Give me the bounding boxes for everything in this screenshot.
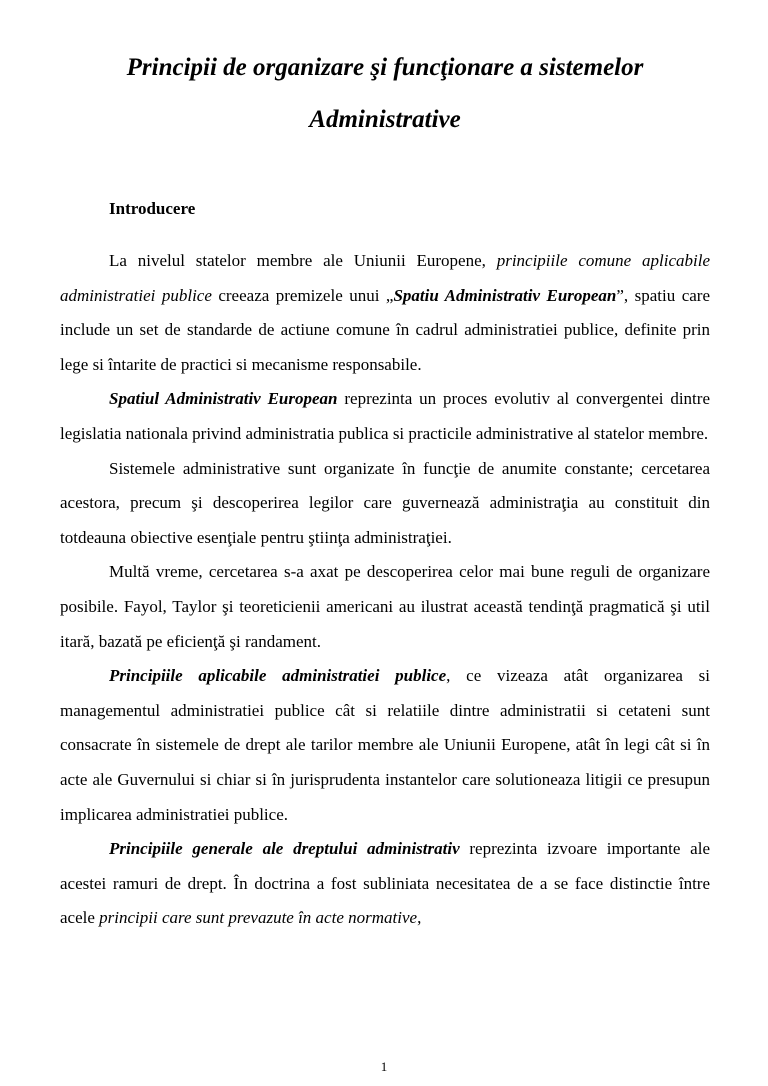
- p1-text-2: creeaza premizele unui „: [211, 285, 394, 305]
- paragraph-4: Multă vreme, cercetarea s-a axat pe descoperirea celor mai bune reguli de organizare posibile. Fayol, Taylor şi teoreticienii americani au ilustrat această tendinţă pragmatică şi util itară, bazată pe eficienţă şi randament.: [60, 562, 710, 651]
- p1-bold-1: Spatiu Administrativ European: [393, 285, 617, 305]
- section-heading: Introducere: [109, 199, 196, 218]
- p1-italic-1: principiile comune aplicabile administratiei publice: [60, 251, 710, 305]
- p1-text-3: ”, spatiu care include un set de standarde de actiune comune în cadrul administratiei publice, definite prin lege si întarite de practici si mecanisme responsabile.: [60, 285, 711, 374]
- p6-italic-1: principii care sunt prevazute în acte normative: [99, 908, 418, 928]
- paragraph-3: Sistemele administrative sunt organizate în funcţie de anumite constante; cercetarea acestora, precum şi descoperirea legilor care guvernează administraţia au constituit din totdeauna obiective esenţiale pentru ştiinţa administraţiei.: [60, 458, 710, 547]
- document-body: [60, 244, 710, 936]
- document-title: [60, 42, 710, 146]
- page-number: 1: [380, 1059, 388, 1074]
- p5-text-1: , ce vizeaza atât organizarea si managementul administratiei publice cât si relatiile dintre administratii si cetateni sunt consacrate în sistemele de drept ale tarilor membre ale Uniunii Europene, atât în legi cât si în acte ale Guvernului si chiar si în jurisprudenta instantelor care solutioneaza litigii ce presupun implicarea administratiei publice.: [60, 666, 710, 824]
- p2-bold-1: Spatiul Administrativ European: [109, 389, 338, 409]
- p1-text-1: La nivelul statelor membre ale Uniunii Europene,: [109, 251, 497, 270]
- p6-text-1: reprezinta izvoare importante ale acestei ramuri de drept. În doctrina a fost subliniata necesitatea de a se face distinctie între acele: [60, 839, 710, 928]
- paragraph-2: [60, 382, 710, 451]
- p6-text-2: ,: [417, 908, 422, 928]
- p5-bold-1: Principiile aplicabile administratiei publice: [109, 666, 447, 686]
- title-line-2: Administrative: [309, 106, 461, 133]
- p6-bold-1: Principiile generale ale dreptului administrativ: [109, 839, 460, 859]
- paragraph-6: [60, 832, 710, 936]
- title-line-1: Principii de organizare şi funcţionare a sistemelor: [126, 54, 644, 81]
- p2-text-1: reprezinta un proces evolutiv al convergentei dintre legislatia nationala privind administratia publica si practicile administrative al statelor membre.: [60, 389, 710, 443]
- paragraph-5: [60, 659, 710, 832]
- paragraph-1: [60, 244, 710, 382]
